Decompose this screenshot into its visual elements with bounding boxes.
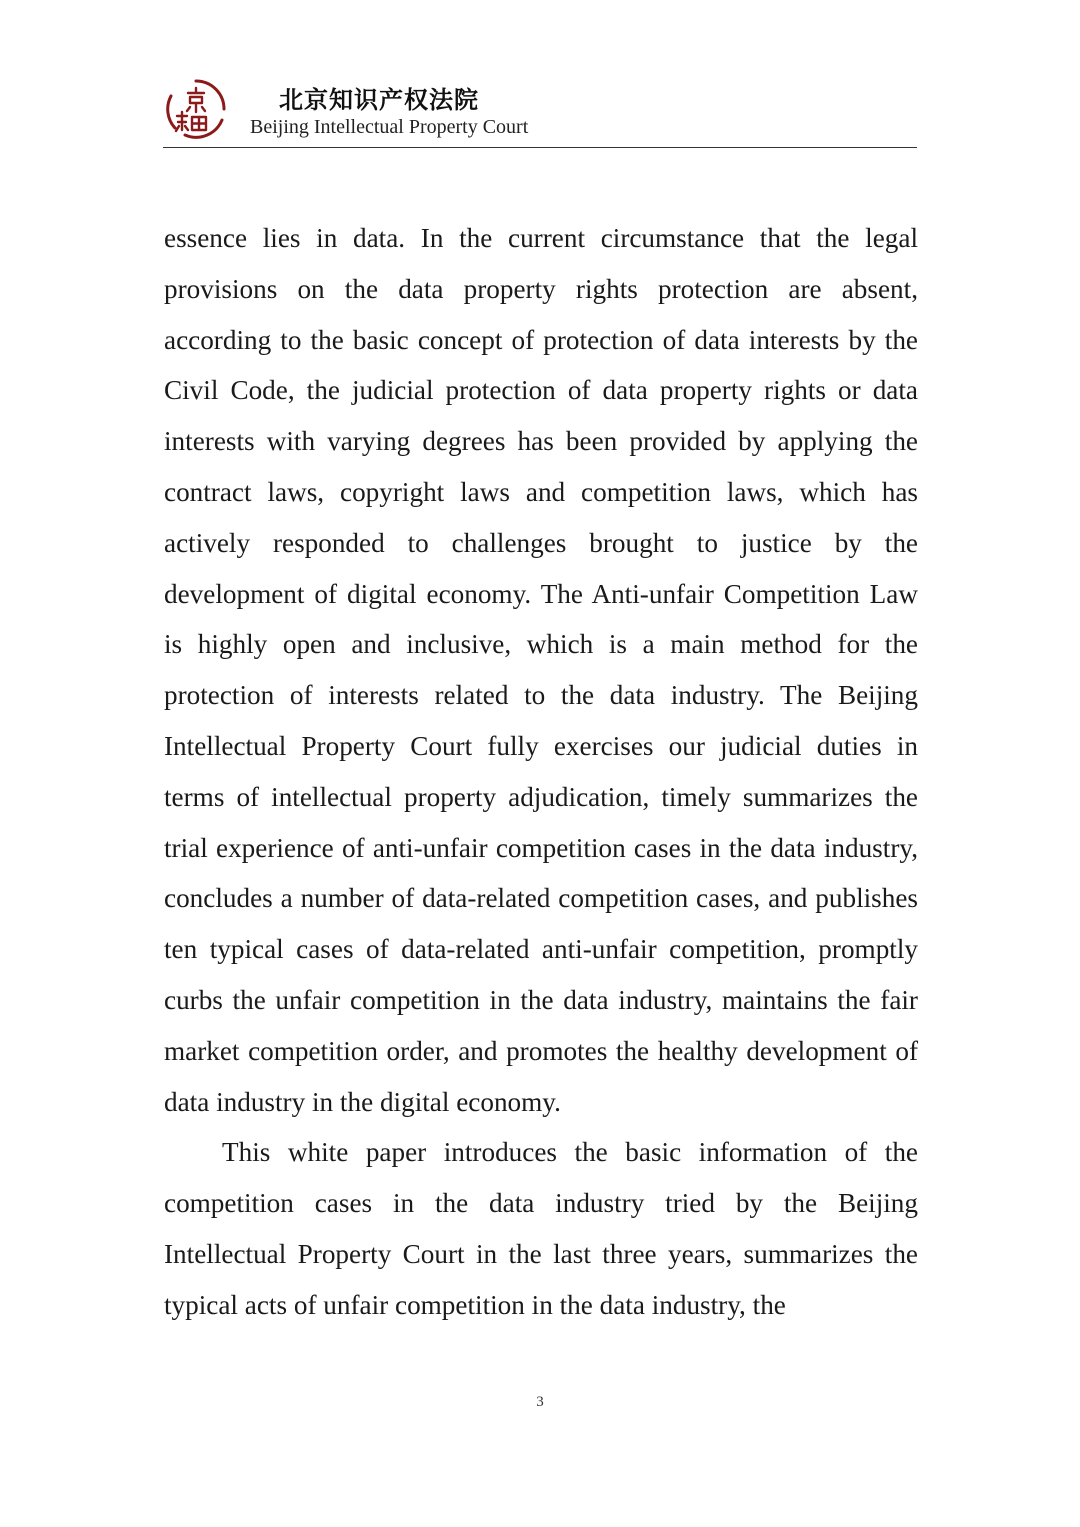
paragraph: essence lies in data. In the current circumstance that the legal provisions on the data property rights protection are absent, according to the basic concept of protection of data interests by the Civil Code, the judicial protection of data property rights or data interests with varying degrees has been provided by applying the contract laws, copyright laws and competition laws, which has actively responded to challenges brought to justice by the development of digital economy. The Anti-unfair Competition Law is highly open and inclusive, which is a main method for the protection of interests related to the data industry. The Beijing Intellectual Property Court fully exercises our judicial duties in terms of intellectual property adjudication, timely summarizes the trial experience of anti-unfair competition cases in the data industry, concludes a number of data-related competition cases, and publishes ten typical cases of data-related anti-unfair competition, promptly curbs the unfair competition in the data industry, maintains the fair market competition order, and promotes the healthy development of data industry in the digital economy. [164, 223, 918, 1117]
header-divider [163, 147, 917, 148]
paragraph: This white paper introduces the basic information of the competition cases in the data industry tried by the Beijing Intellectual Property Court in the last three years, summarizes the typical acts of unfair competition in the data industry, the [164, 1137, 918, 1320]
court-name-chinese: 北京知识产权法院 [279, 86, 479, 114]
page-header [163, 76, 917, 148]
body-text [164, 213, 918, 1331]
page-number: 3 [536, 1394, 544, 1410]
court-name-english: Beijing Intellectual Property Court [250, 116, 529, 138]
court-seal-icon [163, 76, 229, 142]
